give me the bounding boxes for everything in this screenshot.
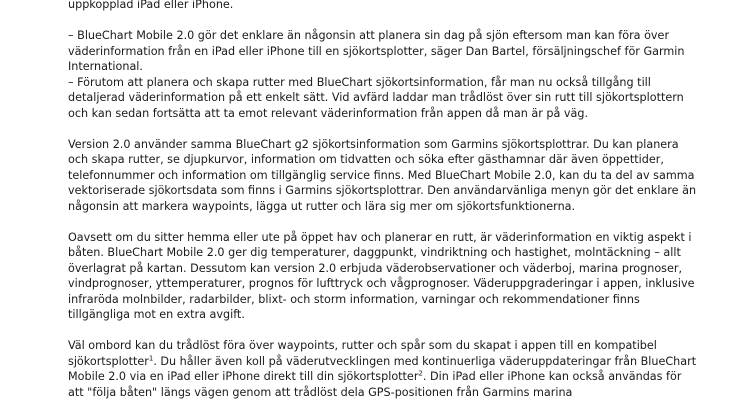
document-page xyxy=(68,0,698,400)
intro-tail-text: uppkopplad iPad eller iPhone. xyxy=(68,0,234,11)
quote-paragraph-1: – BlueChart Mobile 2.0 gör det enklare än någonsin att planera sin dag på sjön eftersom man kan föra över väderinformation från en iPad eller iPhone till en sjökortsplotter, säger Dan Bartel, försäljningschef för Garmin International. xyxy=(68,29,685,73)
weather-paragraph: Oavsett om du sitter hemma eller ute på öppet hav och planerar en rutt, är väderinformation en viktig aspekt i båten. BlueChart Mobile 2.0 ger dig temperaturer, daggpunkt, vindriktning och hastighet, molntäckning – allt överlagrat på kartan. Dessutom kan version 2.0 erbjuda väderobservationer och väderboj, marina prognoser, vindprognoser, yttemperaturer, prognos för lufttryck och vågprognoser. Väderuppgraderingar i appen, inklusive infraröda molnbilder, radarbilder, blixt- och storm information, varningar och rekommendationer finns tillgängliga mot en extra avgift. xyxy=(68,230,695,321)
onboard-paragraph xyxy=(68,338,698,400)
onboard-text-part-2: . Du håller även koll på väderutvecklingen med kontinuerliga väderuppdateringar från BlueChart Mobile 2.0 via en iPad eller iPhone direkt till din sjökortsplotter xyxy=(68,354,697,383)
onboard-text-part-3: . Din iPad eller iPhone kan också användas för att "följa båten" längs vägen genom att trådlöst dela GPS-positionen från Garmins marina xyxy=(68,370,682,399)
paragraph-spacer xyxy=(68,323,698,339)
paragraph-spacer xyxy=(68,121,698,137)
version-paragraph: Version 2.0 använder samma BlueChart g2 sjökortsinformation som Garmins sjökortsplottrar. Du kan planera och skapa rutter, se djupkurvor, information om tidvatten och söka efter gästhamnar där även öppettider, telefonnummer och information om tillgänglig service finns. Med BlueChart Mobile 2.0, kan du ta del av samma vektoriserade sjökortsdata som finns i Garmins sjökortsplottrar. Den användarvänliga menyn gör det enklare än någonsin att markera waypoints, lägga ut rutter och lära sig mer om sjökortsfunktionerna. xyxy=(68,137,697,213)
footnote-marker-1: 1 xyxy=(148,353,154,362)
onboard-text-part-1: Väl ombord kan du trådlöst föra över waypoints, rutter och spår som du skapat i appen till en kompatibel sjökortsplotter xyxy=(68,339,657,368)
paragraph-spacer xyxy=(68,13,698,29)
paragraph-spacer xyxy=(68,214,698,230)
quote-paragraph-2: – Förutom att planera och skapa rutter med BlueChart sjökortsinformation, får man nu också tillgång till detaljerad väderinformation på ett enkelt sätt. Vid avfärd laddar man trådlöst över sin rutt till sjökortsplottern och kan sedan fortsätta att ta emot relevant väderinformation från appen då man är på väg. xyxy=(68,75,684,120)
footnote-marker-2: 2 xyxy=(418,369,423,378)
